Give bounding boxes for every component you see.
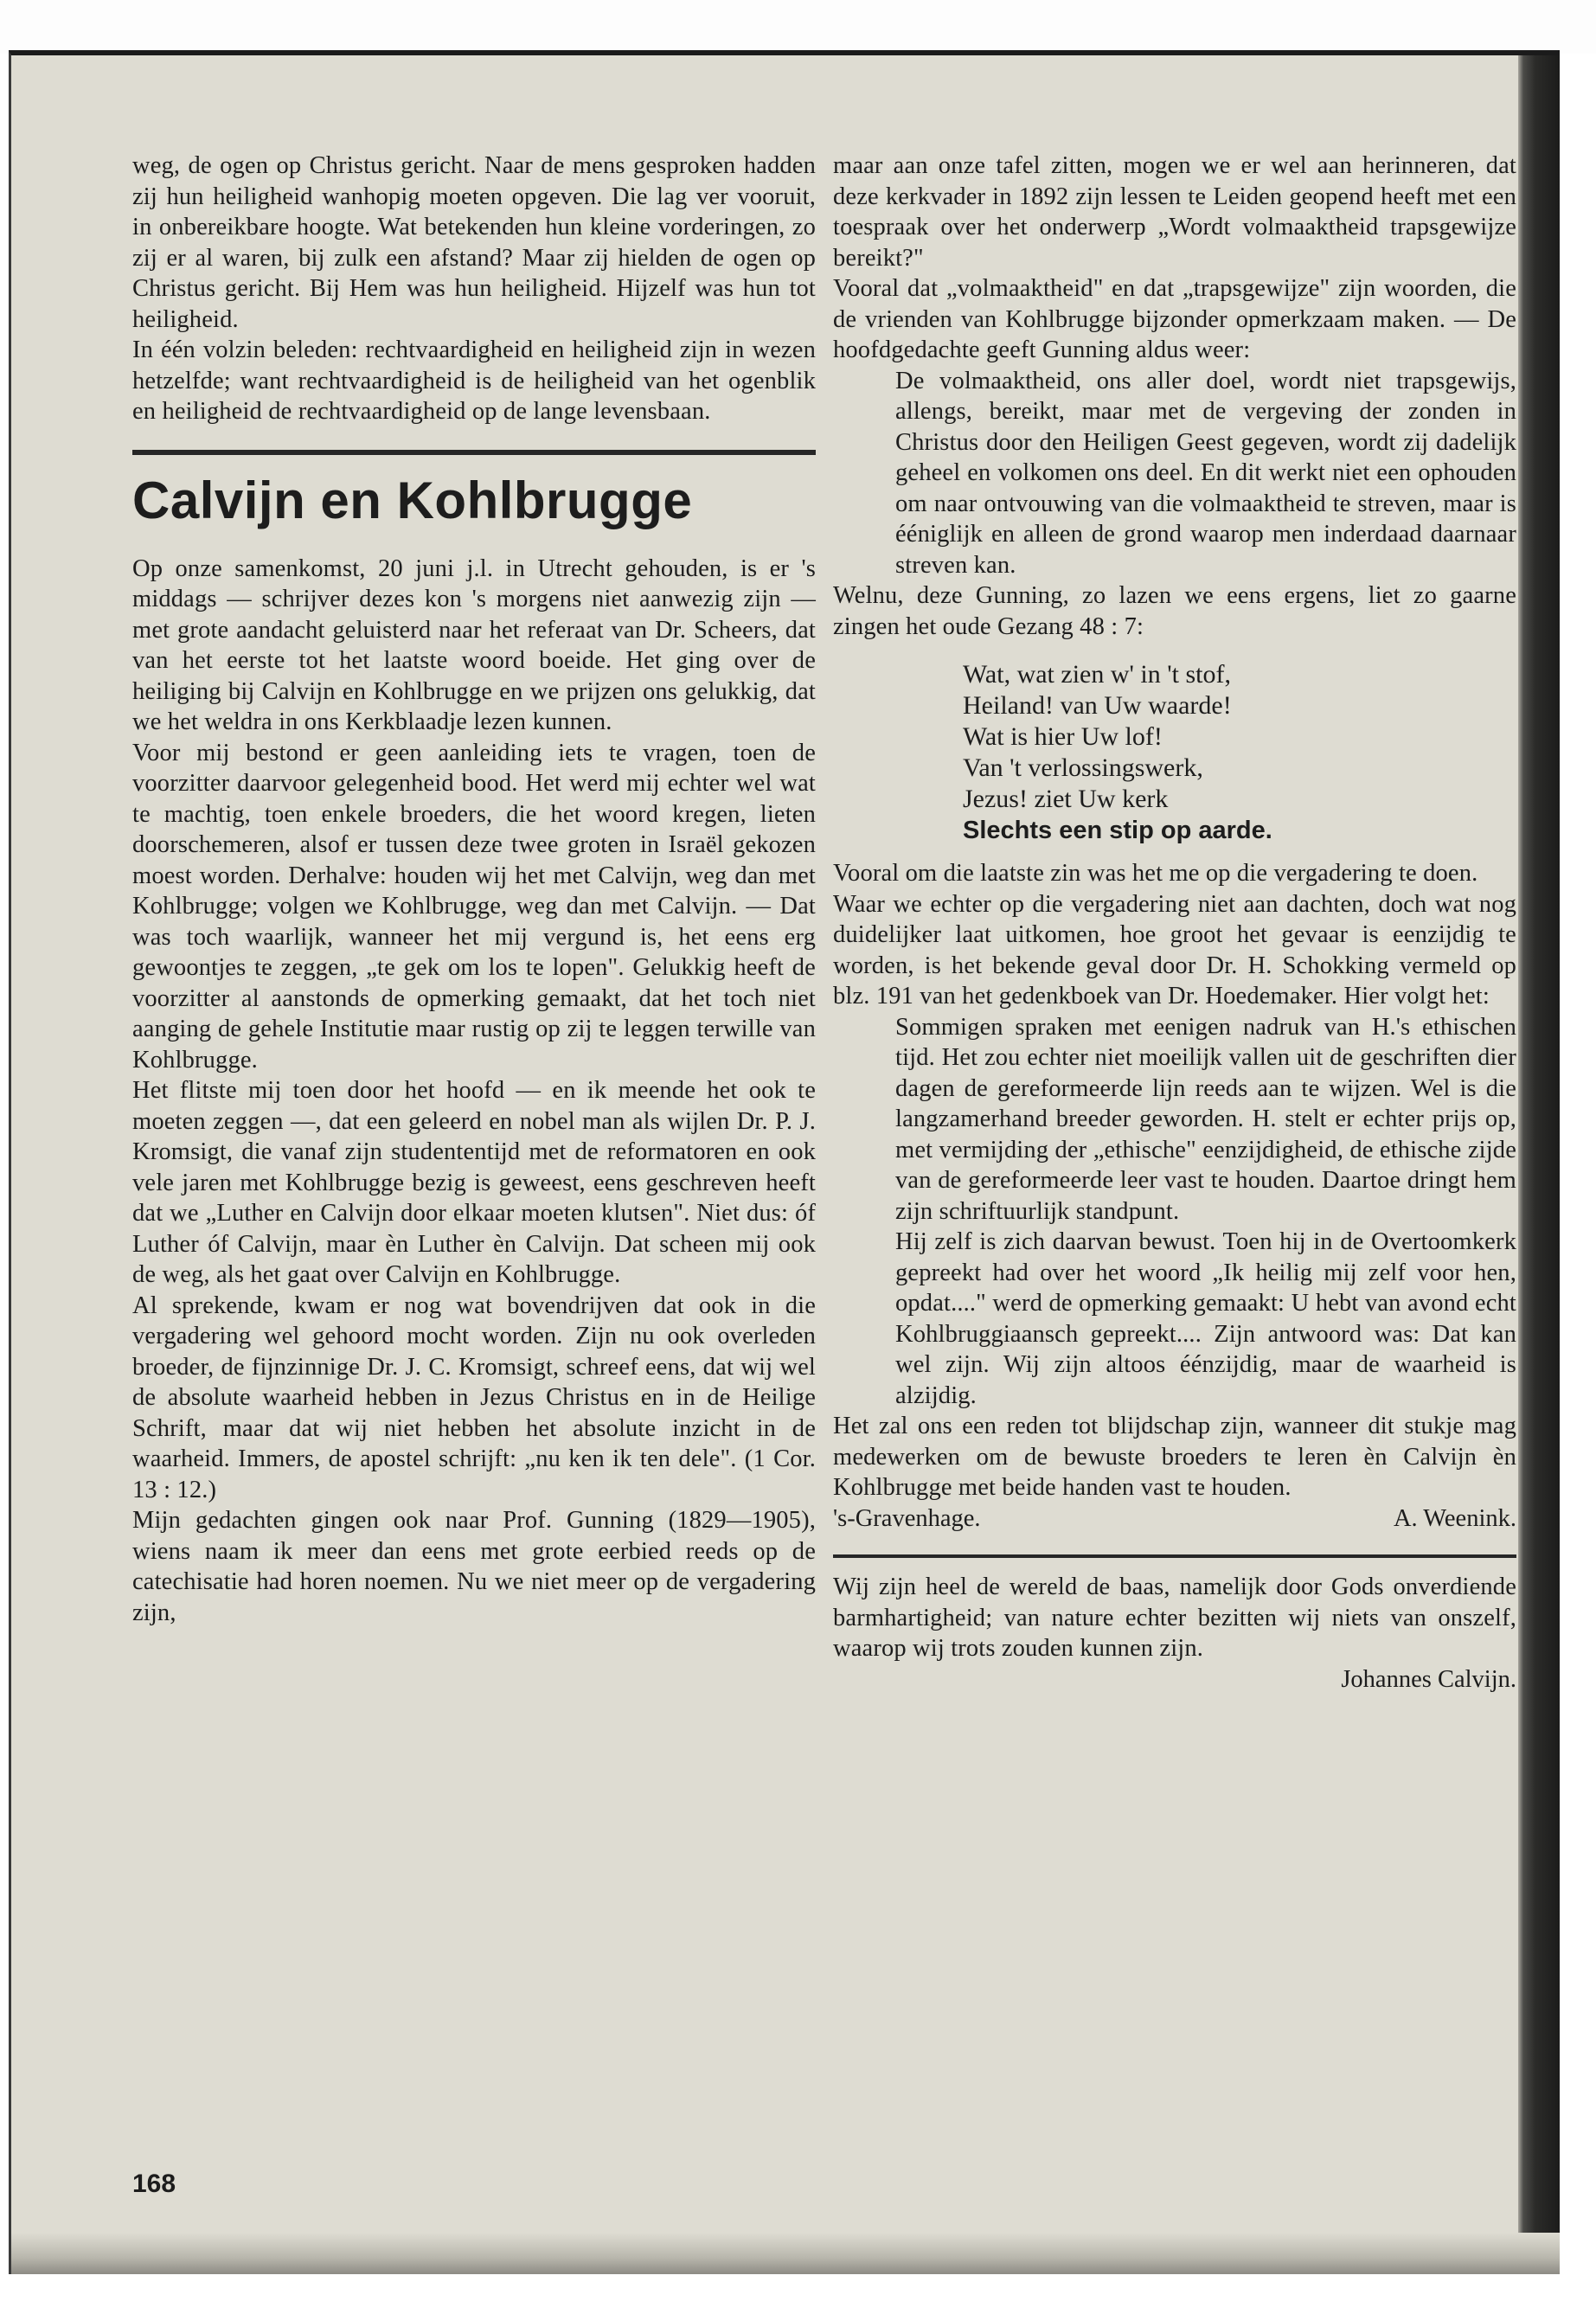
closing-divider: [833, 1554, 1516, 1558]
left-column: [132, 151, 816, 1628]
hymn-line: Jezus! ziet Uw kerk: [963, 785, 1169, 813]
right-paragraph-1: maar aan onze tafel zitten, mogen we er wel aan herinneren, dat deze kerkvader in 1892 zijn lessen te Leiden geopend heeft met een toespraak over het onderwerp „Wordt volmaaktheid trapsgewijze bereikt?": [833, 152, 1516, 272]
left-paragraph-3: Op onze samenkomst, 20 juni j.l. in Utrecht gehouden, is er 's middags — schrijver dezes kon 's morgens niet aanwezig zijn — met grote aandacht geluisterd naar het referaat van Dr. Scheers, dat van het eerste tot het laatste woord boeide. Het ging over de heiliging bij Calvijn en Kohlbrugge en we prijzen ons gelukkig, dat we het weldra in ons Kerkblaadje lezen kunnen.: [132, 554, 816, 735]
hymn-line-emphasis: Slechts een stip op aarde.: [963, 817, 1272, 844]
hoedemaker-quote-1: Sommigen spraken met eenigen nadruk van H.'s ethischen tijd. Het zou echter niet moeilijk vallen uit de geschriften dier dagen de gereformeerde lijn reeds aan te wijzen. Wel is die langzamerhand breeder geworden. H. stelt er echter prijs op, met vermijding der „ethische" eenzijdigheid, de ethische zijde van de gereformeerde leer vast te houden. Daartoe dringt hem zijn schriftuurlijk standpunt.: [895, 1013, 1516, 1225]
hymn-verse: [833, 659, 1516, 846]
closing-attribution: [833, 1664, 1516, 1695]
right-paragraph-3: Welnu, deze Gunning, zo lazen we eens ergens, liet zo gaarne zingen het oude Gezang 48 : 7:: [833, 582, 1516, 640]
page-bottom-shadow: [11, 2233, 1560, 2274]
left-paragraph-6: Al sprekende, kwam er nog wat bovendrijven dat ook in die vergadering wel gehoord mocht worden. Zijn nu ook overleden broeder, de fijnzinnige Dr. J. C. Kromsigt, schreef eens, dat wij wel de absolute waarheid hebben in Jezus Christus en in de Heilige Schrift, maar dat wij niet hebben het absolute inzicht in de waarheid. Immers, de apostel schrijft: „nu ken ik ten dele". (1 Cor. 13 : 12.): [132, 1292, 816, 1503]
left-paragraph-4: Voor mij bestond er geen aanleiding iets te vragen, toen de voorzitter daarvoor gelegenheid bood. Het werd mij echter wel wat te machtig, toen enkele broeders, die het woord kregen, lieten doorschemeren, alsof er tussen deze twee groten in Israël gekozen moest worden. Derhalve: houden wij het met Calvijn, weg dan met Kohlbrugge; volgen we Kohlbrugge, weg dan met Calvijn. — Dat was toch waarlijk, wanneer het mij vergund is, het eens erg gewoontjes te zeggen, „te gek om los te lopen". Gelukkig heeft de voorzitter al aanstonds de opmerking gemaakt, dat het toch niet aanging de gehele Institutie maar rustig op zij te leggen terwille van Kohlbrugge.: [132, 739, 816, 1074]
hymn-line: Wat is hier Uw lof!: [963, 722, 1163, 751]
gunning-quote: De volmaaktheid, ons aller doel, wordt niet trapsgewijs, allengs, bereikt, maar met de vergeving der zonden in Christus door den Heiligen Geest gegeven, wordt zij dadelijk geheel en volkomen ons deel. En dit werkt niet een ophouden om naar ontvouwing van die volmaaktheid te streven, maar is ééniglijk en alleen de grond waarop men inderdaad daarnaar streven kan.: [895, 367, 1516, 579]
closing-quote-text: Wij zijn heel de wereld de baas, namelijk door Gods onverdiende barmhartigheid; van nature echter bezitten wij niets van onszelf, waarop wij trots zouden kunnen zijn.: [833, 1574, 1516, 1662]
section-divider: [132, 450, 816, 455]
left-paragraph-1: weg, de ogen op Christus gericht. Naar de mens gesproken hadden zij hun heiligheid wanhopig moeten opgeven. Die lag ver vooruit, in onbereikbare hoogte. Wat betekenden hun kleine vorderingen, zo zij er al waren, bij zulk een afstand? Maar zij hielden de ogen op Christus gericht. Bij Hem was hun heiligheid. Hijzelf was hun tot heiligheid.: [132, 152, 816, 333]
right-paragraph-2: Vooral dat „volmaaktheid" en dat „trapsgewijze" zijn woorden, die de vrienden van Kohlbrugge bijzonder opmerkzaam maken. — De hoofdgedachte geeft Gunning aldus weer:: [833, 275, 1516, 363]
left-paragraph-2: In één volzin beleden: rechtvaardigheid en heiligheid zijn in wezen hetzelfde; want rechtvaardigheid is de heiligheid van het ogenblik en heiligheid de rechtvaardigheid op de lange levensbaan.: [132, 336, 816, 425]
signature-place: 's-Gravenhage.: [833, 1504, 981, 1532]
book-binding-edge: [1518, 55, 1560, 2274]
hymn-line: Wat, wat zien w' in 't stof,: [963, 660, 1231, 689]
magazine-page: [9, 50, 1560, 2274]
hymn-line: Van 't verlossingswerk,: [963, 753, 1203, 782]
closing-quote-author: Johannes Calvijn.: [1341, 1665, 1516, 1693]
right-column: [833, 151, 1516, 1695]
right-paragraph-4: Vooral om die laatste zin was het me op die vergadering te doen.: [833, 860, 1478, 887]
right-paragraph-6: Het zal ons een reden tot blijdschap zijn, wanneer dit stukje mag medewerken om de bewuste broeders te leren èn Calvijn èn Kohlbrugge met beide handen vast te houden.: [833, 1413, 1516, 1501]
signature-line: [833, 1503, 1516, 1535]
closing-quote: [833, 1572, 1516, 1664]
hymn-line: Heiland! van Uw waarde!: [963, 691, 1232, 720]
signature-author: A. Weenink.: [1393, 1504, 1516, 1532]
scan-top-margin: [0, 0, 1596, 54]
right-paragraph-5: Waar we echter op die vergadering niet aan dachten, doch wat nog duidelijker laat uitkomen, hoe groot het gevaar is eenzijdig te worden, is het bekende geval door Dr. H. Schokking vermeld op blz. 191 van het gedenkboek van Dr. Hoedemaker. Hier volgt het:: [833, 890, 1516, 1009]
page-number: 168: [132, 2170, 176, 2198]
left-paragraph-5: Het flitste mij toen door het hoofd — en ik meende het ook te moeten zeggen —, dat een geleerd en nobel man als wijlen Dr. P. J. Kromsigt, die vanaf zijn studententijd met de reformatoren en ook vele jaren met Kohlbrugge bezig is geweest, eens geschreven heeft dat we „Luther en Calvijn door elkaar moeten klutsen". Niet dus: óf Luther óf Calvijn, maar èn Luther èn Calvijn. Dat scheen mij ook de weg, als het gaat over Calvijn en Kohlbrugge.: [132, 1077, 816, 1288]
hoedemaker-quote-2: Hij zelf is zich daarvan bewust. Toen hij in de Overtoomkerk gepreekt had over het woord „Ik heilig mij zelf voor hen, opdat...." werd de opmerking gemaakt: U hebt van avond echt Kohlbruggiaansch gepreekt.... Zijn antwoord was: Dat kan wel zijn. Wij zijn altoos éénzijdig, maar de waarheid is alzijdig.: [895, 1228, 1516, 1409]
left-paragraph-7: Mijn gedachten gingen ook naar Prof. Gunning (1829—1905), wiens naam ik meer dan eens met grote eerbied reeds op de catechisatie had horen noemen. Nu we niet meer op de vergadering zijn,: [132, 1507, 816, 1626]
article-heading: Calvijn en Kohlbrugge: [132, 471, 693, 529]
